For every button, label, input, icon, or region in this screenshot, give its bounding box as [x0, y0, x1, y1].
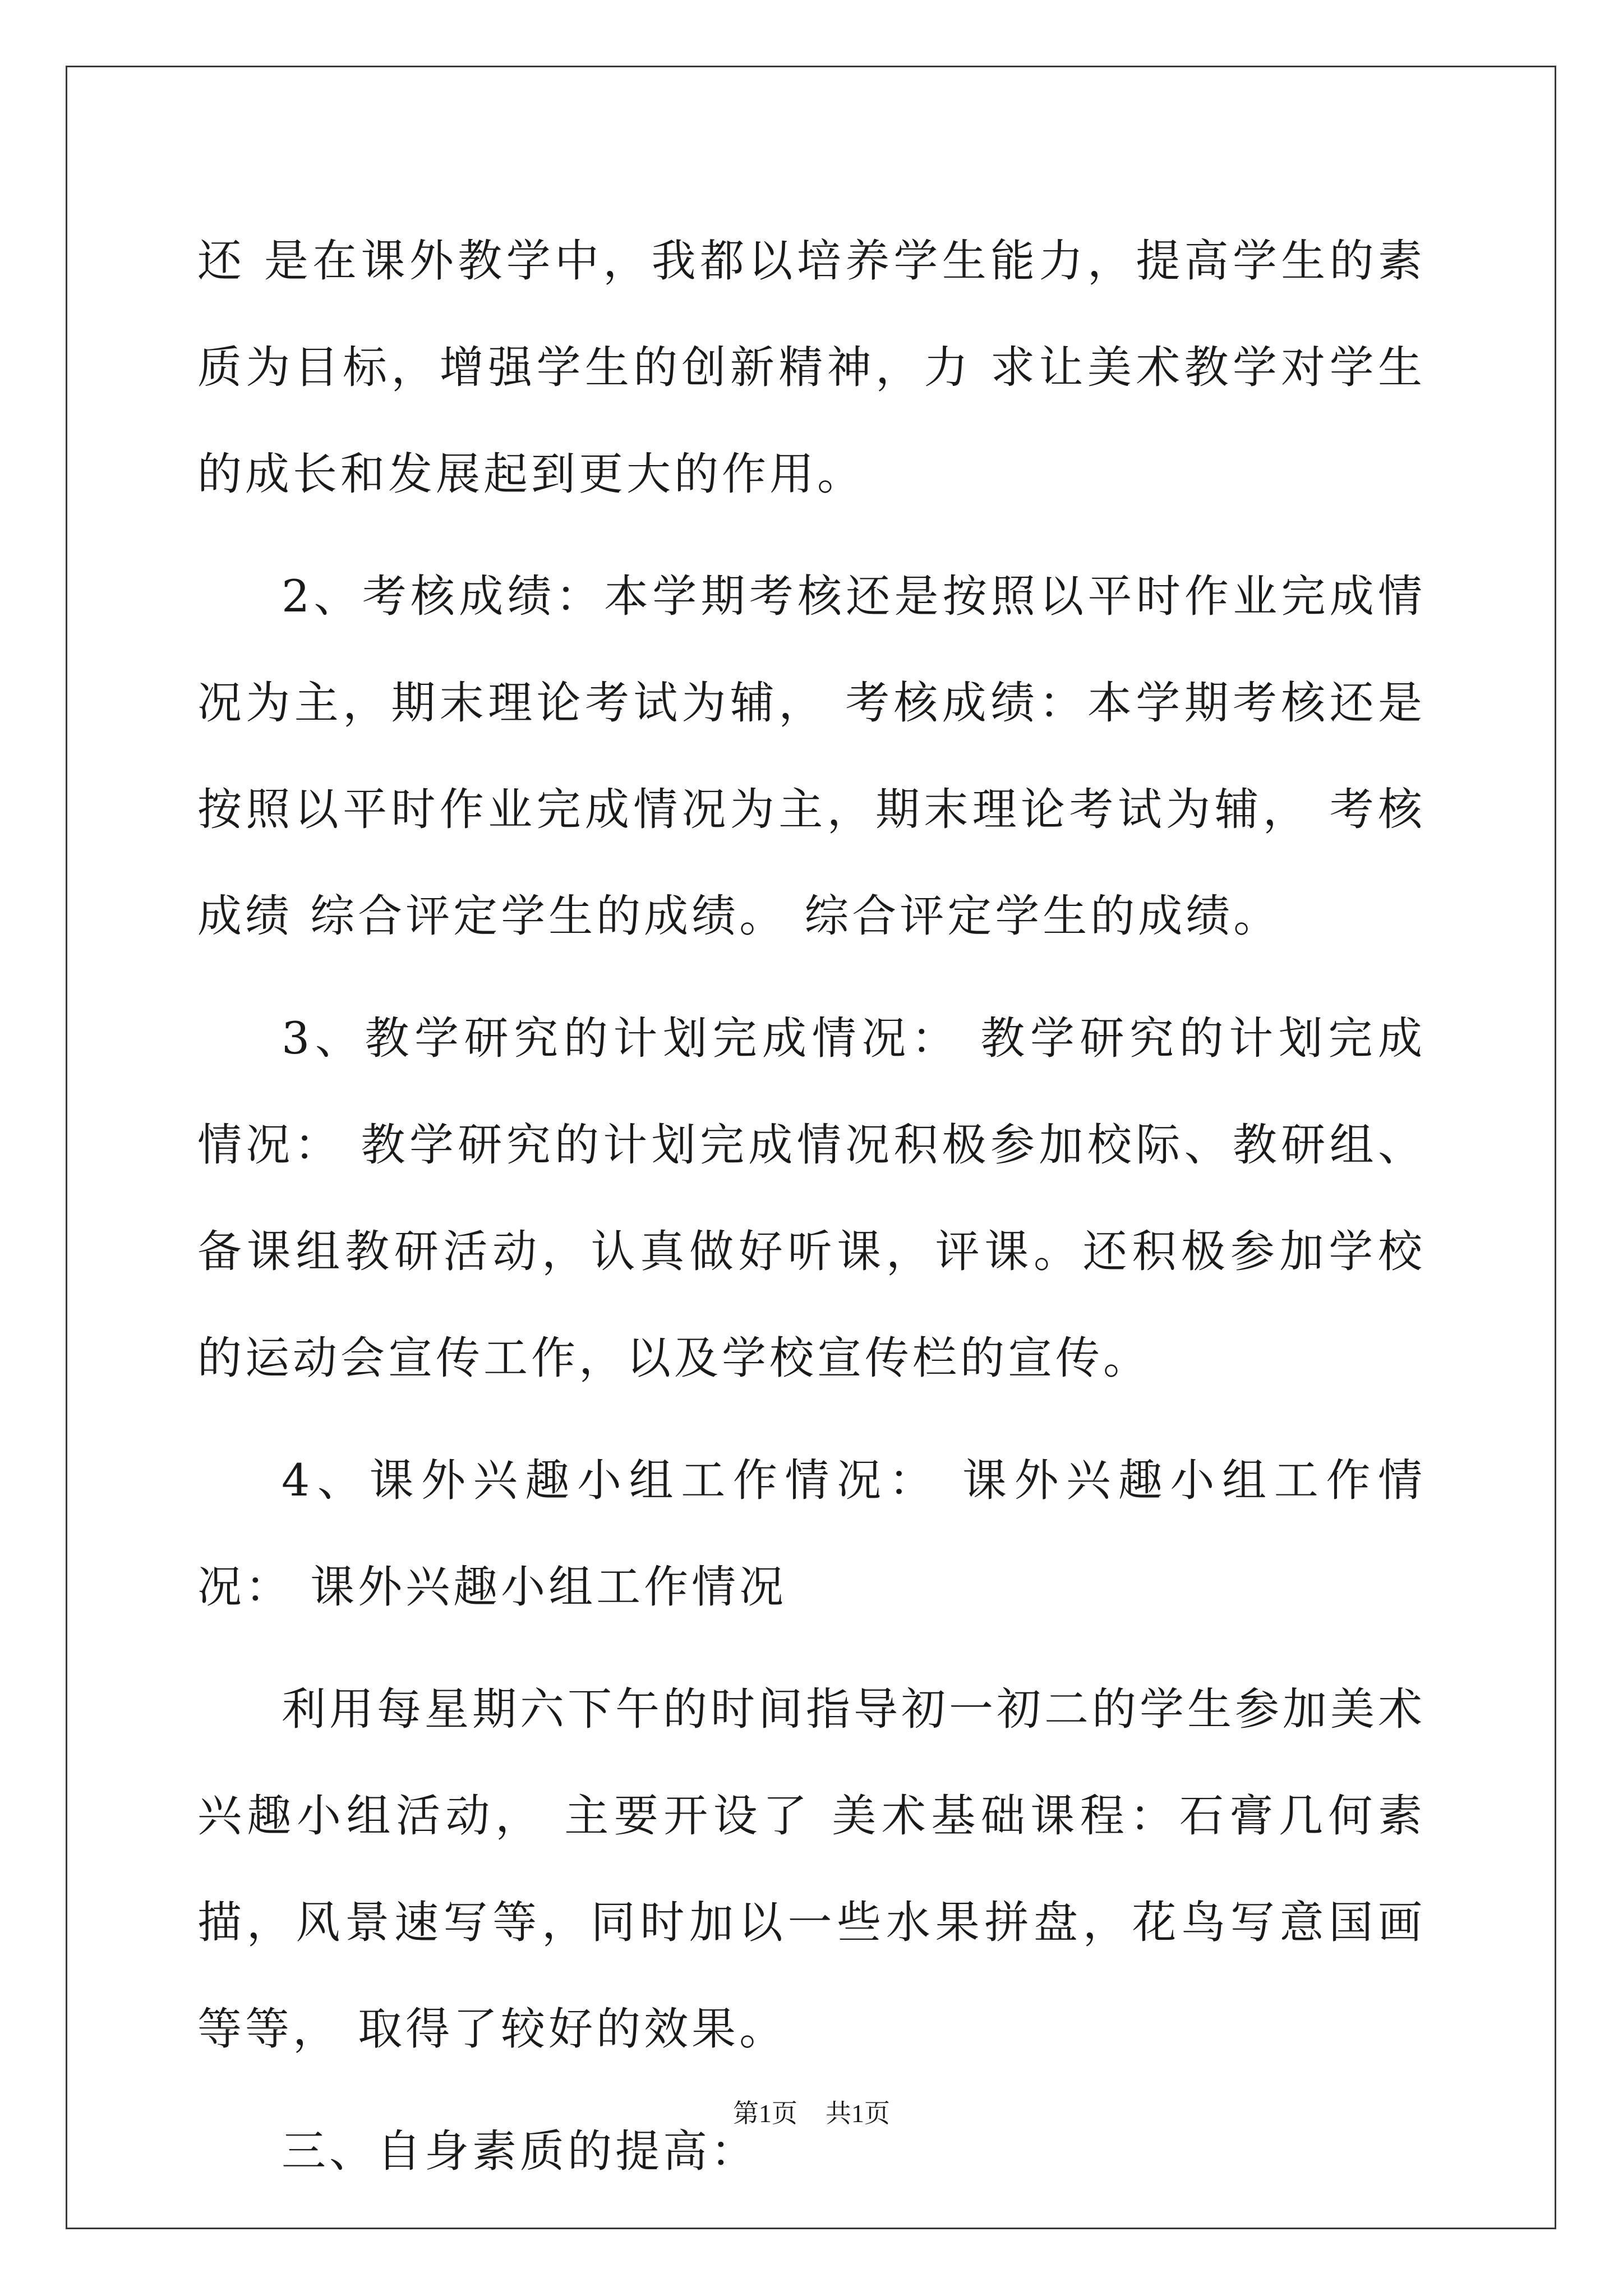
paragraph-1: 还 是在课外教学中，我都以培养学生能力，提高学生的素质为目标，增强学生的创新精神，力 求让美术教学对学生的成长和发展起到更大的作用。: [197, 235, 1426, 500]
page-total: 共1页: [826, 2099, 890, 2128]
paragraph-4: 4、课外兴趣小组工作情况： 课外兴趣小组工作情况： 课外兴趣小组工作情况: [197, 1455, 1426, 1613]
paragraph-2: 2、考核成绩：本学期考核还是按照以平时作业完成情况为主，期末理论考试为辅， 考核成绩：本学期考核还是按照以平时作业完成情况为主，期末理论考试为辅， 考核成绩 综合评定学生的成绩。 综合评定学生的成绩。: [197, 570, 1426, 942]
paragraph-5: 利用每星期六下午的时间指导初一初二的学生参加美术兴趣小组活动， 主要开设了 美术基础课程：石膏几何素描，风景速写等，同时加以一些水果拼盘，花鸟写意国画等等， 取得了较好的效果。: [197, 1683, 1426, 2055]
paragraph-6: 三、自身素质的提高：: [282, 2125, 758, 2177]
paragraph-3: 3、教学研究的计划完成情况： 教学研究的计划完成情况： 教学研究的计划完成情况积极参加校际、教研组、备课组教研活动，认真做好听课，评课。还积极参加学校 的运动会宣传工作，以及学校宣传栏的宣传。: [197, 1013, 1426, 1384]
page-footer: [0, 2097, 1623, 2131]
page-number: 第1页: [733, 2099, 797, 2128]
document-body: [197, 208, 1426, 2220]
